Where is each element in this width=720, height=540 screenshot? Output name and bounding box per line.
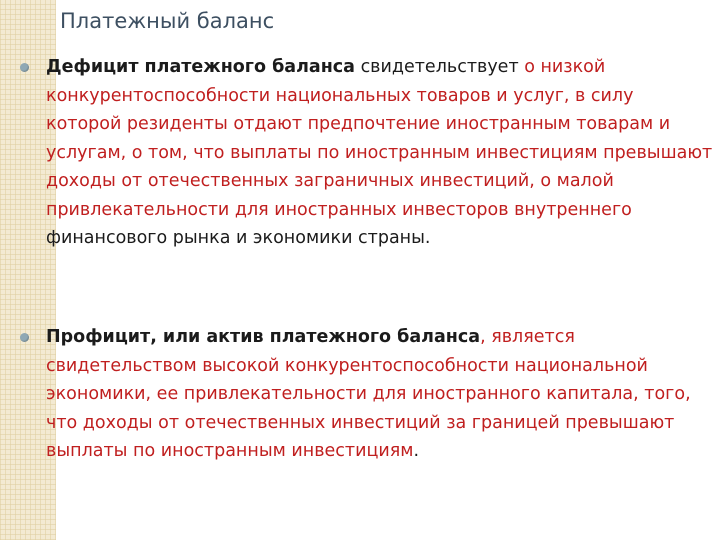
paragraph-surplus <box>46 323 714 466</box>
term-deficit: Дефицит платежного баланса <box>46 57 355 77</box>
text-highlight: о низкой конкурентоспособности национальных товаров и услуг, в силу которой резиденты отдают предпочтение иностранным товарам и услугам, о том, что выплаты по иностранным инвестициям превышают доходы от отечественных заграничных инвестиций, о малой привлекательности для иностранных инвесторов внутреннего <box>46 57 713 220</box>
text-connector: свидетельствует <box>355 57 525 77</box>
term-surplus: Профицит, или актив платежного баланса <box>46 327 481 347</box>
text-ending: финансового рынка и экономики страны. <box>46 228 431 248</box>
bullet-point-icon <box>20 333 29 342</box>
paragraph-deficit <box>46 53 714 253</box>
text-ending: . <box>413 441 420 461</box>
slide-title: Платежный баланс <box>60 9 275 33</box>
text-highlight: , является свидетельством высокой конкурентоспособности национальной экономики, ее привлекательности для иностранного капитала, того, что доходы от отечественных инвестиций за границей превышают выплаты по иностранным инвестициям <box>46 327 691 461</box>
bullet-point-icon <box>20 63 29 72</box>
